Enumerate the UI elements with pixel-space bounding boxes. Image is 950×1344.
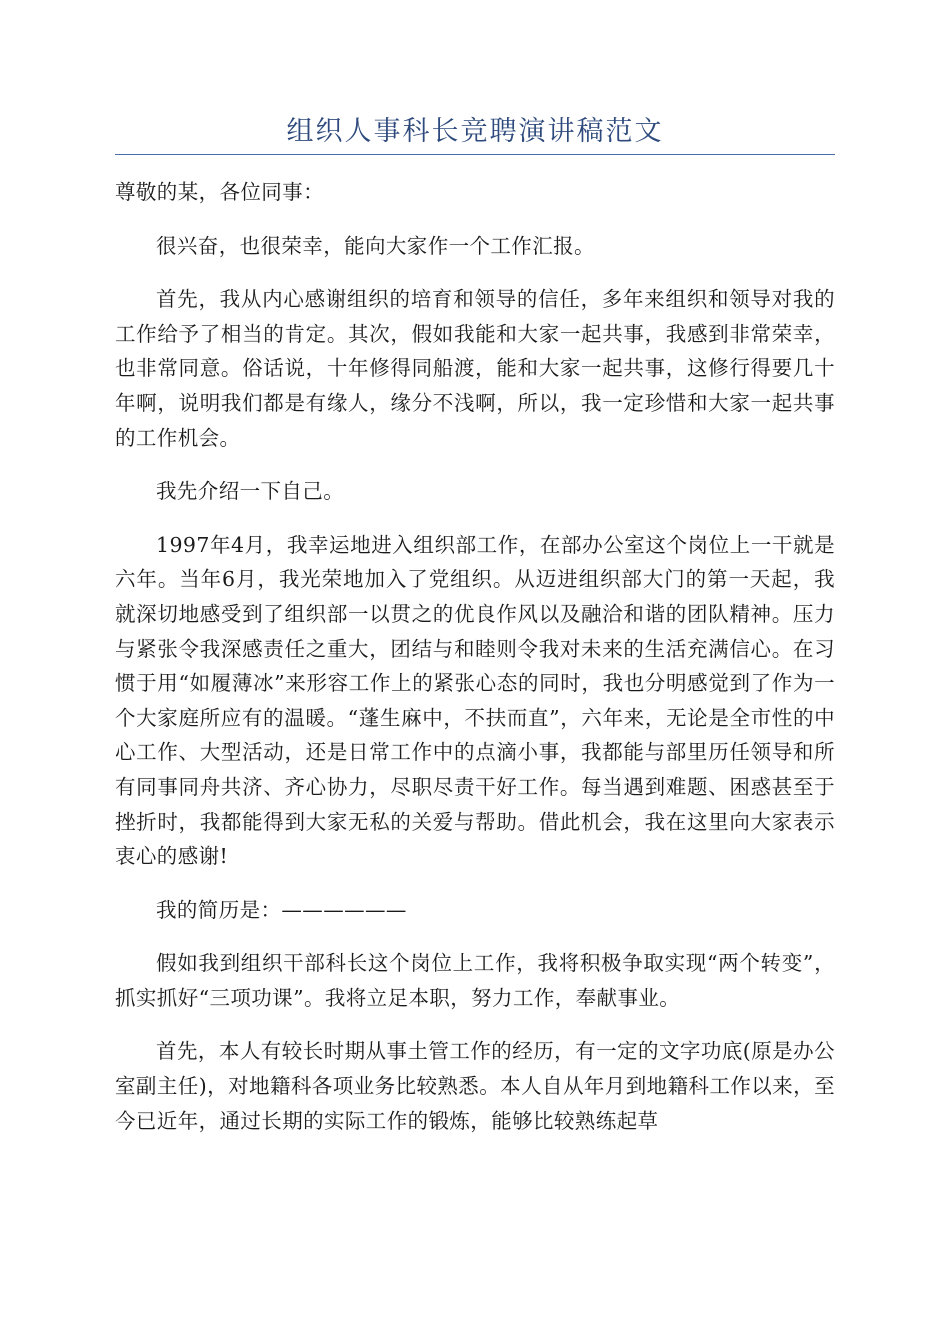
title-underline (115, 154, 835, 155)
body-paragraph: 首先，本人有较长时期从事土管工作的经历，有一定的文字功底(原是办公室副主任)，对地籍科各项业务比较熟悉。本人自从年月到地籍科工作以来，至今已近年，通过长期的实际工作的锻炼，能够比较熟练起草 (115, 1039, 835, 1133)
document-body (115, 175, 835, 1157)
document-title: 组织人事科长竞聘演讲稿范文 (286, 116, 664, 147)
body-paragraph: 我先介绍一下自己。 (156, 479, 345, 504)
body-paragraph: 假如我到组织干部科长这个岗位上工作，我将积极争取实现“两个转变”，抓实抓好“三项功课”。我将立足本职，努力工作，奉献事业。 (115, 951, 835, 1010)
body-paragraph: 1997年4月，我幸运地进入组织部工作，在部办公室这个岗位上一干就是六年。当年6月，我光荣地加入了党组织。从迈进组织部大门的第一天起，我就深切地感受到了组织部一以贯之的优良作风以及融洽和谐的团队精神。压力与紧张令我深感责任之重大，团结与和睦则令我对未来的生活充满信心。在习惯于用“如履薄冰”来形容工作上的紧张心态的同时，我也分明感觉到了作为一个大家庭所应有的温暖。“蓬生麻中，不扶而直”，六年来，无论是全市性的中心工作、大型活动，还是日常工作中的点滴小事，我都能与部里历任领导和所有同事同舟共济、齐心协力，尽职尽责干好工作。每当遇到难题、困惑甚至于挫折时，我都能得到大家无私的关爱与帮助。借此机会，我在这里向大家表示衷心的感谢! (115, 532, 835, 869)
body-paragraph: 首先，我从内心感谢组织的培育和领导的信任，多年来组织和领导对我的工作给予了相当的肯定。其次，假如我能和大家一起共事，我感到非常荣幸，也非常同意。俗话说，十年修得同船渡，能和大家一起共事，这修行得要几十年啊，说明我们都是有缘人，缘分不浅啊，所以，我一定珍惜和大家一起共事的工作机会。 (115, 287, 835, 450)
salutation-paragraph: 尊敬的某，各位同事： (115, 180, 324, 204)
body-paragraph: 我的简历是：—————— (156, 897, 407, 922)
body-paragraph: 很兴奋，也很荣幸，能向大家作一个工作汇报。 (156, 233, 595, 258)
